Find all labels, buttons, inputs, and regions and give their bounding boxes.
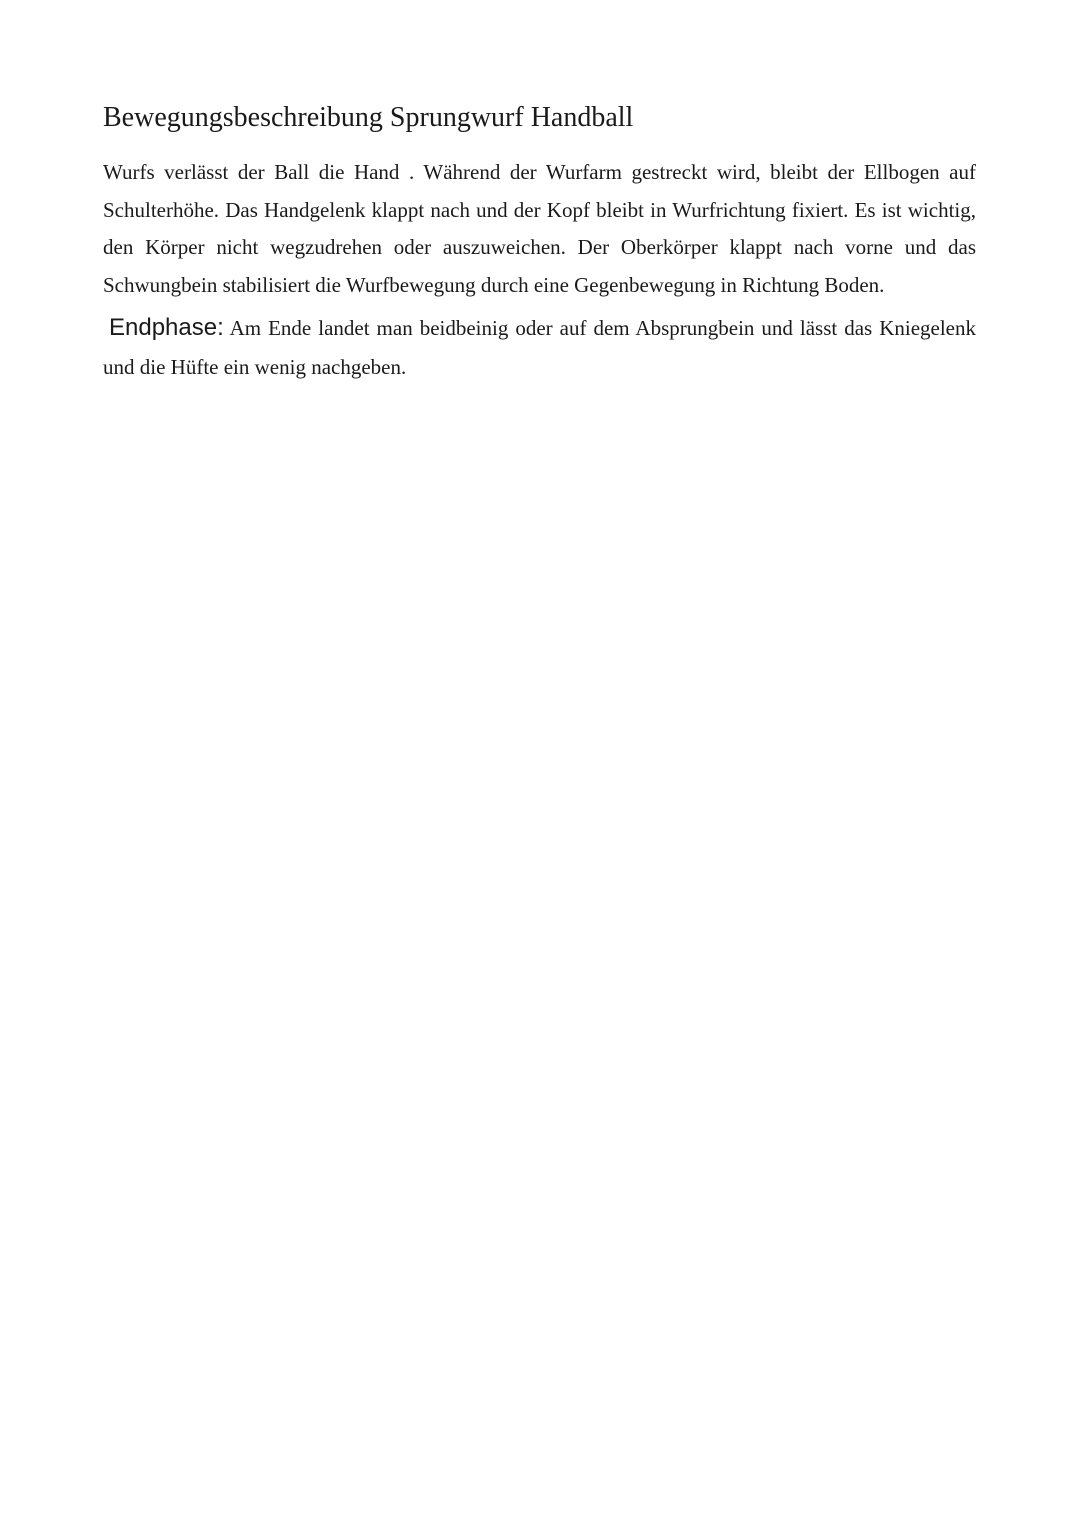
document-title: Bewegungsbeschreibung Sprungwurf Handball [103,102,634,133]
endphase-label: Endphase: [109,314,224,341]
paragraph-throw-phase: Wurfs verlässt der Ball die Hand . Während der Wurfarm gestreckt wird, bleibt der Ellbogen auf Schulterhöhe. Das Handgelenk klappt nach und der Kopf bleibt in Wurfrichtung fixiert. Es ist wichtig, den Körper nicht wegzudrehen oder auszuweichen. Der Oberkörper klappt nach vorne und das Schwungbein stabilisiert die Wurfbewegung durch eine Gegenbewegung in Richtung Boden. [103,160,976,297]
paragraph-end-phase [103,308,976,387]
endphase-text: Am Ende landet man beidbeinig oder auf dem Absprungbein und lässt das Kniegelenk und die Hüfte ein wenig nachgeben. [103,316,977,379]
